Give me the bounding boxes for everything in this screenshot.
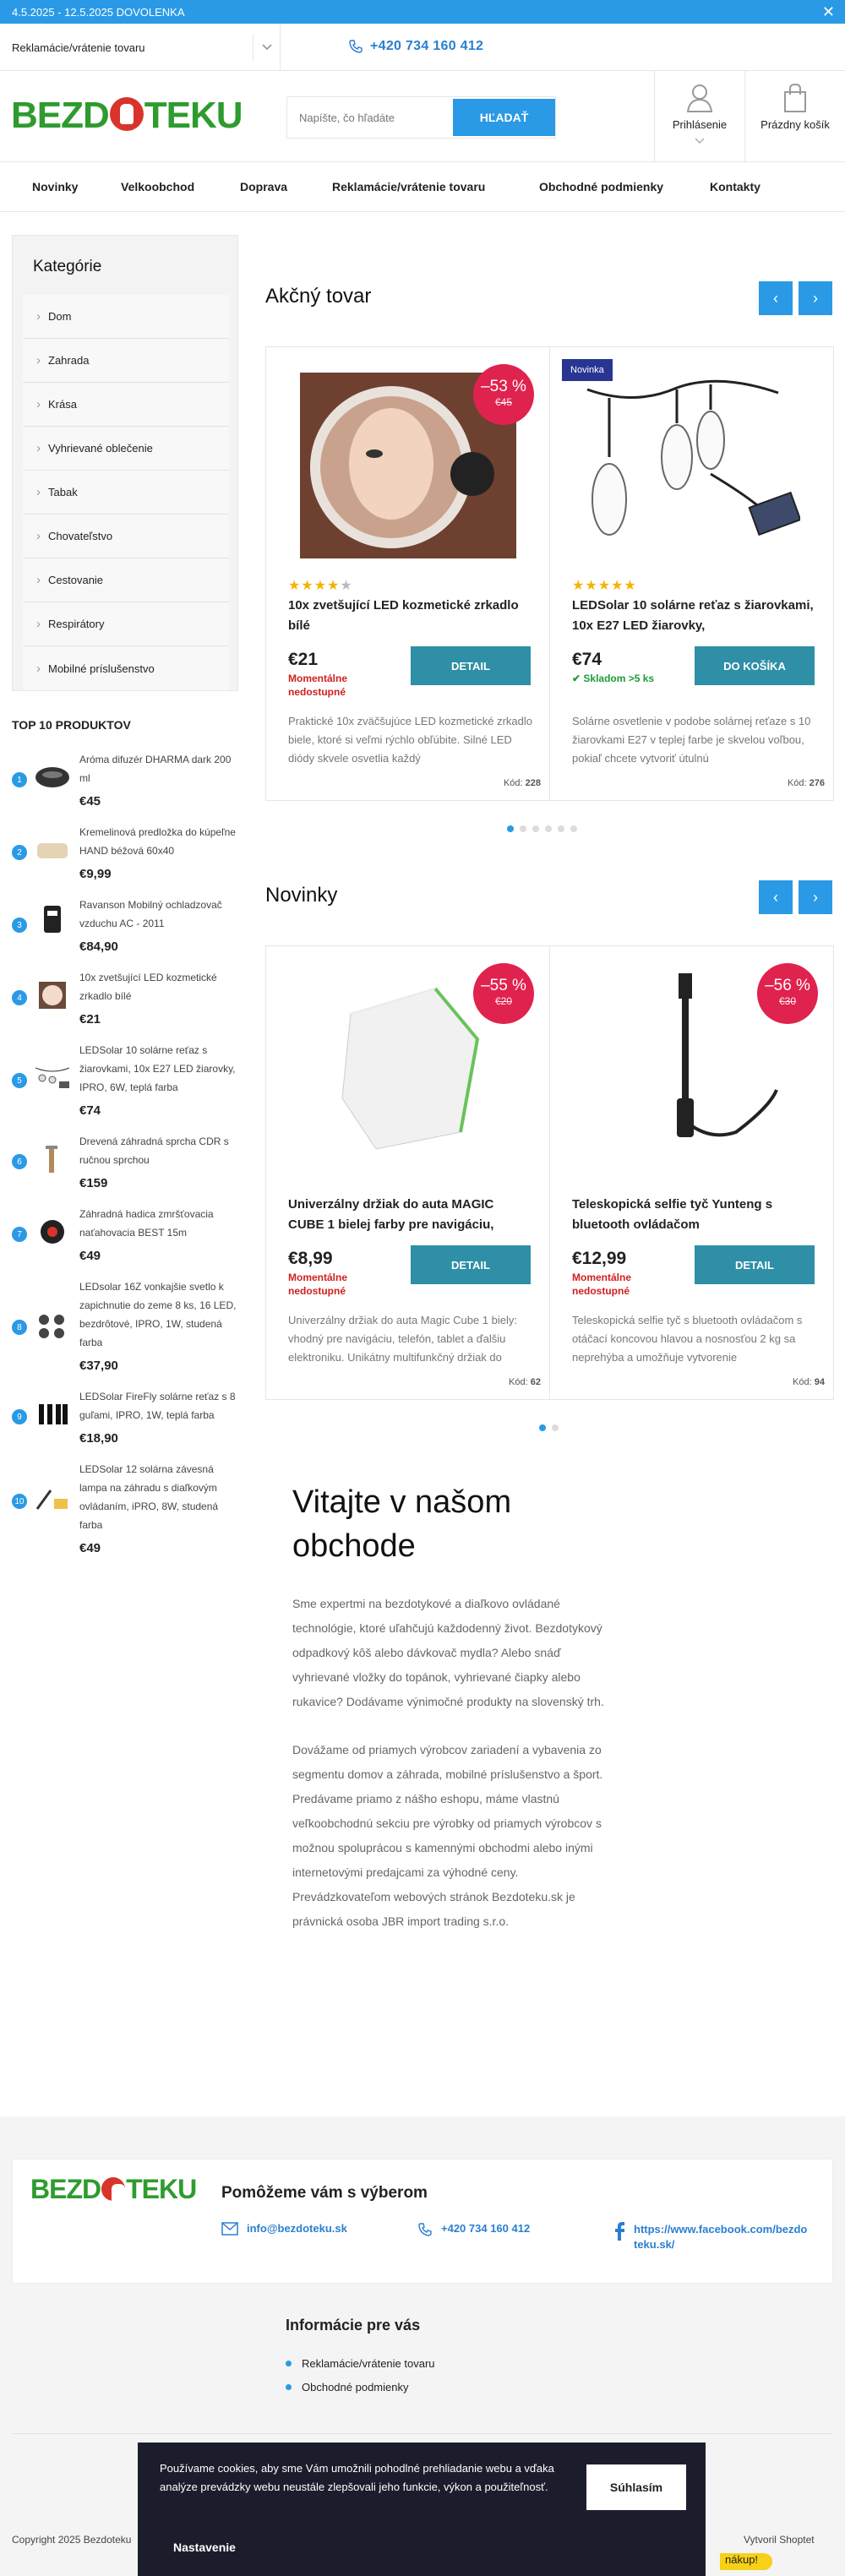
footer-email-link[interactable] — [221, 2222, 347, 2236]
category-item-chovatelstvo[interactable]: › Chovateľstvo — [23, 515, 229, 558]
action-section-title: Akčný tovar — [265, 285, 372, 308]
phone-icon — [348, 39, 363, 54]
hand-icon — [110, 97, 144, 131]
top10-price: €18,90 — [79, 1431, 118, 1446]
top10-name: Ravanson Mobilný ochladzovač vzduchu AC - 2011 — [79, 899, 222, 929]
product-code — [788, 778, 825, 788]
prev-arrow-icon[interactable]: ‹ — [759, 880, 793, 914]
product-image — [584, 373, 800, 558]
category-item-tabak[interactable]: › Tabak — [23, 471, 229, 515]
chevron-down-icon — [655, 134, 744, 147]
rank-badge: 8 — [12, 1320, 27, 1335]
rank-badge: 10 — [12, 1494, 27, 1509]
product-thumbnail — [34, 1399, 71, 1430]
top10-price: €159 — [79, 1176, 108, 1190]
top10-item[interactable] — [12, 1041, 238, 1132]
star-off: ★ — [340, 579, 353, 593]
new-badge: Novinka — [562, 359, 613, 381]
product-price: €74 — [572, 650, 602, 669]
rank-badge: 7 — [12, 1227, 27, 1242]
top10-name: LEDSolar 10 solárne reťaz s žiarovkami, 10x E27 LED žiarovky, IPRO, 6W, teplá farba — [79, 1044, 236, 1093]
availability: Momentálne nedostupné — [288, 673, 348, 698]
top10-name: LEDsolar 16Z vonkajšie svetlo k zapichnutie do zeme 8 ks, 16 LED, bezdrôtové, IPRO, 1W, studená farba — [79, 1281, 237, 1348]
cookie-banner — [138, 2443, 706, 2576]
top10-price: €74 — [79, 1103, 101, 1118]
product-description: Solárne osvetlenie v podobe solárnej reťaze s 10 žiarovkami E27 v teplej farbe je skvelou voľbou, pokiaľ chcete vytvoriť útulnú — [572, 715, 811, 765]
top10-item[interactable] — [12, 823, 238, 896]
logo-right: TEKU — [144, 95, 243, 136]
carousel-dot[interactable] — [570, 825, 577, 832]
site-logo[interactable] — [11, 95, 243, 137]
stars-on: ★★★★ — [288, 579, 341, 593]
welcome-paragraph-1: Sme expertmi na bezdotykové a diaľkovo ovládané technológie, ktoré uľahčujú každodenný život. Bezdotykový odpadkový kôš alebo dávkovač mydla? Alebo snáď vyhrievané vložky do topánok, vyhrievané čiapky alebo rukavice? Dodávame výnimočné produkty na slovenský trh. — [292, 1597, 604, 1708]
product-thumbnail — [34, 762, 71, 792]
footer-info-link[interactable] — [286, 2381, 408, 2394]
welcome-section — [292, 1480, 613, 1934]
code-value: 228 — [525, 778, 541, 788]
product-thumbnail — [34, 1217, 71, 1247]
product-thumbnail — [34, 1144, 71, 1174]
detail-button[interactable]: DETAIL — [695, 1245, 815, 1284]
close-icon[interactable]: ✕ — [821, 3, 835, 20]
nav-velkoobchod[interactable]: Velkoobchod — [121, 180, 195, 193]
carousel-dots — [539, 1424, 559, 1431]
main-nav — [0, 163, 845, 212]
cart-label: Prázdny košík — [760, 118, 830, 131]
product-name[interactable]: 10x zvetšující LED kozmetické zrkadlo bílé — [288, 598, 519, 633]
carousel-dot[interactable] — [545, 825, 552, 832]
logo-left: BEZD — [11, 95, 109, 136]
product-description: Teleskopická selfie tyč s bluetooth ovládačom s otáčací koncovou hlavou a nosnosťou 2 kg sa neprehýba a umožňuje vytvorenie — [572, 1314, 803, 1364]
category-item-dom[interactable]: › Dom — [23, 295, 229, 339]
carousel-dots — [507, 825, 577, 832]
nav-kontakty[interactable]: Kontakty — [710, 180, 760, 193]
rank-badge: 2 — [12, 845, 27, 860]
product-price: €8,99 — [288, 1249, 333, 1268]
top10-name: LEDSolar 12 solárna závesná lampa na záhradu s diaľkovým ovládaním, iPRO, 8W, studená farba — [79, 1463, 219, 1531]
category-item-respiratory[interactable]: › Respirátory — [23, 602, 229, 646]
bullet-icon — [286, 2384, 292, 2390]
top-phone-text: +420 734 160 412 — [370, 39, 484, 53]
discount-badge — [757, 963, 818, 1024]
carousel-dot[interactable] — [539, 1424, 546, 1431]
discount-percent: –56 % — [765, 977, 810, 994]
welcome-paragraph-2: Dovážame od priamych výrobcov zariadení a vybavenia zo segmentu domov a záhrada, mobilné príslušenstvo a šport. Predávame priamo z nášho eshopu, máme vlastnú veľkoobchodnú sekciu pre výrobky od priamych výrobcov s možnou spoluprácou s kamennými obchodmi alebo inými internetovými predajcami za výhodné ceny. Prevádzkovateľom webových stránok Bezdoteku.sk je právnická osoba JBR import trading s.r.o. — [292, 1743, 603, 1928]
product-thumbnail — [34, 1063, 71, 1093]
code-value: 62 — [530, 1377, 541, 1387]
detail-button[interactable]: DETAIL — [411, 646, 531, 685]
chevron-down-icon[interactable] — [253, 34, 280, 61]
code-value: 94 — [814, 1377, 825, 1387]
top10-price: €9,99 — [79, 867, 112, 881]
bullet-icon — [286, 2361, 292, 2366]
rank-badge: 3 — [12, 918, 27, 933]
top10-item[interactable] — [12, 896, 238, 968]
rating-stars — [288, 577, 353, 594]
facebook-icon — [613, 2222, 625, 2241]
code-label: Kód: — [509, 1377, 528, 1387]
discount-percent: –53 % — [481, 378, 526, 395]
product-thumbnail — [34, 904, 71, 934]
buy-tab[interactable]: nákup! — [720, 2553, 772, 2570]
top10-item[interactable] — [12, 750, 238, 823]
discount-badge — [473, 364, 534, 425]
footer-phone-link[interactable] — [417, 2222, 530, 2237]
rank-badge: 5 — [12, 1073, 27, 1088]
cart-button[interactable] — [744, 71, 845, 162]
rank-badge: 4 — [12, 990, 27, 1005]
footer-help-title: Pomôžeme vám s výberom — [221, 2184, 428, 2202]
notice-text: 4.5.2025 - 12.5.2025 DOVOLENKA — [12, 5, 185, 19]
categories-panel — [12, 235, 238, 691]
footer-info-title: Informácie pre vás — [286, 2317, 421, 2334]
detail-button[interactable]: DETAIL — [411, 1245, 531, 1284]
welcome-title: Vitajte v našom obchode — [292, 1484, 512, 1564]
top-phone-link[interactable] — [348, 39, 483, 54]
add-to-cart-button[interactable]: DO KOŠÍKA — [695, 646, 815, 685]
category-item-krasa[interactable]: › Krása — [23, 383, 229, 427]
footer-divider — [12, 2433, 833, 2434]
footer-info-link[interactable] — [286, 2357, 435, 2370]
carousel-dot[interactable] — [507, 825, 514, 832]
hand-icon — [101, 2177, 125, 2201]
footer-info-label: Obchodné podmienky — [302, 2381, 409, 2394]
cookie-text: Používame cookies, aby sme Vám umožnili pohodlné prehliadanie webu a vďaka analýze prevádzky webu neustále zlepšovali jeho funkcie, výkon a použiteľnosť. — [160, 2462, 554, 2493]
nav-reklamacie[interactable]: Reklamácie/vrátenie tovaru — [332, 180, 486, 193]
nav-doprava[interactable]: Doprava — [240, 180, 288, 193]
top10-item[interactable] — [12, 1132, 238, 1205]
product-thumbnail — [34, 1310, 71, 1340]
top-dropdown-label: Reklamácie/vrátenie tovaru — [12, 41, 145, 54]
news-section-title: Novinky — [265, 884, 338, 907]
footer-facebook-link[interactable] — [613, 2222, 808, 2252]
product-price: €12,99 — [572, 1249, 627, 1268]
rank-badge: 6 — [12, 1154, 27, 1169]
discount-badge — [473, 963, 534, 1024]
code-label: Kód: — [787, 778, 807, 788]
top10-item[interactable] — [12, 968, 238, 1041]
availability: ✔ Skladom >5 ks — [572, 673, 655, 684]
rating-stars: ★★★★★ — [572, 579, 637, 593]
availability: Momentálne nedostupné — [572, 1272, 632, 1297]
top10-price: €21 — [79, 1012, 101, 1027]
product-code — [509, 1377, 541, 1387]
carousel-dot[interactable] — [532, 825, 539, 832]
next-arrow-icon[interactable]: › — [799, 880, 832, 914]
top-dropdown[interactable] — [12, 24, 281, 71]
top10-item[interactable] — [12, 1460, 238, 1561]
rank-badge: 1 — [12, 772, 27, 787]
product-code — [504, 778, 541, 788]
product-thumbnail — [34, 1484, 71, 1514]
product-description: Praktické 10x zväčšujúce LED kozmetické zrkadlo biele, ktoré si veľmi rýchlo obľúbite. Silné LED diódy skvele osvetlia každý — [288, 715, 533, 765]
cookie-accept-button[interactable]: Súhlasím — [586, 2464, 686, 2510]
copyright: Copyright 2025 Bezdoteku — [12, 2534, 132, 2546]
top10-name: Aróma difuzér DHARMA dark 200 ml — [79, 754, 232, 784]
top10-title: TOP 10 PRODUKTOV — [12, 718, 131, 732]
category-item-zahrada[interactable]: › Zahrada — [23, 339, 229, 383]
login-label: Prihlásenie — [672, 118, 728, 131]
product-name[interactable]: Univerzálny držiak do auta MAGIC CUBE 1 bielej farby pre navigáciu, — [288, 1197, 494, 1232]
product-price: €21 — [288, 650, 319, 669]
nav-novinky[interactable]: Novinky — [32, 180, 79, 193]
top10-name: Drevená záhradná sprcha CDR s ručnou sprchou — [79, 1136, 229, 1166]
top10-price: €49 — [79, 1541, 101, 1555]
phone-icon — [417, 2222, 433, 2237]
old-price: €45 — [494, 396, 513, 408]
code-label: Kód: — [793, 1377, 812, 1387]
top10-price: €49 — [79, 1249, 101, 1263]
logo-left: BEZD — [30, 2174, 101, 2204]
top10-price: €37,90 — [79, 1359, 118, 1373]
nav-obchodne-podmienky[interactable]: Obchodné podmienky — [539, 180, 664, 193]
product-description: Univerzálny držiak do auta Magic Cube 1 biely: vhodný pre navigáciu, telefón, tablet a ďalšiu elektroniku. Unikátny multifunkčný držiak do — [288, 1314, 517, 1364]
top10-item[interactable] — [12, 1387, 238, 1460]
carousel-dot[interactable] — [520, 825, 526, 832]
top-strip — [0, 24, 845, 71]
search-button[interactable]: HĽADAŤ — [453, 99, 555, 136]
carousel-dot[interactable] — [552, 1424, 559, 1431]
notice-bar — [0, 0, 845, 24]
product-name[interactable]: Teleskopická selfie tyč Yunteng s bluetooth ovládačom — [572, 1197, 773, 1232]
product-card[interactable] — [549, 945, 834, 1400]
categories-list — [23, 295, 229, 690]
discount-percent: –55 % — [481, 977, 526, 994]
product-card[interactable] — [549, 346, 834, 801]
product-card[interactable] — [265, 945, 550, 1400]
top10-name: Záhradná hadica zmršťovacia naťahovacia BEST 15m — [79, 1208, 214, 1239]
product-card[interactable] — [265, 346, 550, 801]
product-code — [793, 1377, 825, 1387]
rank-badge: 9 — [12, 1409, 27, 1424]
top10-name: LEDSolar FireFly solárne reťaz s 8 guľami, IPRO, 1W, teplá farba — [79, 1391, 236, 1421]
top10-item[interactable] — [12, 1205, 238, 1277]
top10-name: 10x zvetšující LED kozmetické zrkadlo bílé — [79, 972, 217, 1002]
categories-title: Kategórie — [33, 258, 102, 275]
search-input[interactable] — [287, 97, 451, 138]
product-thumbnail — [34, 980, 71, 1010]
product-name[interactable]: LEDSolar 10 solárne reťaz s žiarovkami, 10x E27 LED žiarovky, — [572, 598, 814, 633]
top10-price: €45 — [79, 794, 101, 809]
user-icon — [686, 83, 713, 113]
top10-price: €84,90 — [79, 939, 118, 954]
logo-right: TEKU — [126, 2174, 197, 2204]
bag-icon — [782, 83, 809, 113]
prev-arrow-icon[interactable]: ‹ — [759, 281, 793, 315]
footer-facebook: https://www.facebook.com/bezdoteku.sk/ — [634, 2223, 808, 2251]
footer-phone: +420 734 160 412 — [441, 2222, 531, 2235]
availability: Momentálne nedostupné — [288, 1272, 348, 1297]
code-value: 276 — [809, 778, 825, 788]
category-item-mobilne[interactable]: › Mobilné príslušenstvo — [23, 646, 229, 690]
top10-name: Kremelinová predložka do kúpeľne HAND béžová 60x40 — [79, 826, 236, 857]
category-item-vyhrievane[interactable]: › Vyhrievané oblečenie — [23, 427, 229, 471]
next-arrow-icon[interactable]: › — [799, 281, 832, 315]
footer-logo[interactable] — [30, 2174, 196, 2205]
search-box — [286, 96, 556, 139]
login-button[interactable] — [654, 71, 744, 162]
code-label: Kód: — [503, 778, 523, 788]
carousel-dot[interactable] — [558, 825, 564, 832]
footer-info-label: Reklamácie/vrátenie tovaru — [302, 2357, 435, 2370]
category-item-cestovanie[interactable]: › Cestovanie — [23, 558, 229, 602]
footer-email: info@bezdoteku.sk — [247, 2222, 347, 2235]
old-price: €20 — [494, 995, 513, 1007]
cookie-settings-button[interactable]: Nastavenie — [173, 2541, 236, 2554]
mail-icon — [221, 2222, 238, 2236]
old-price: €30 — [778, 995, 797, 1007]
top10-item[interactable] — [12, 1277, 238, 1387]
product-thumbnail — [34, 835, 71, 865]
shoptet-credit[interactable]: Vytvoril Shoptet — [744, 2534, 815, 2546]
